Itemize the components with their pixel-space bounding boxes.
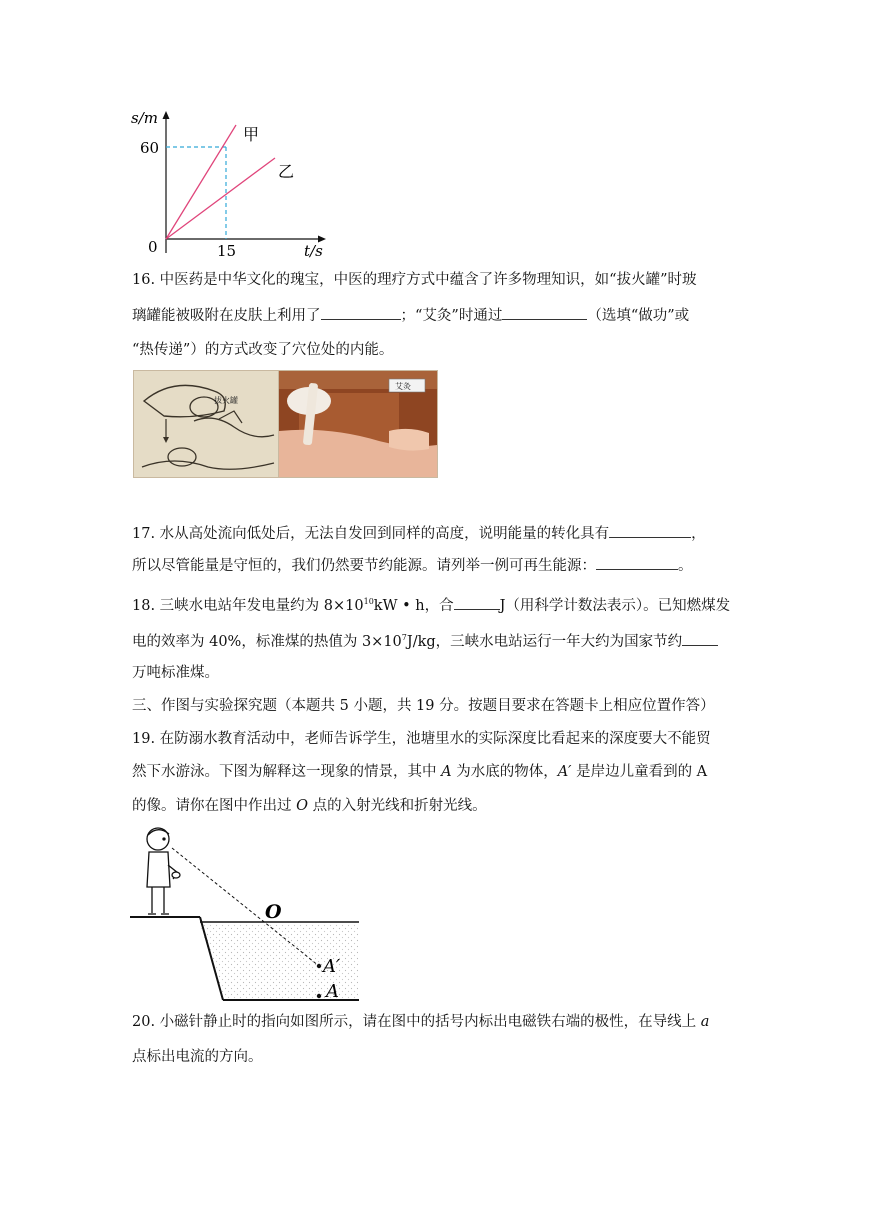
s-t-graph bbox=[128, 105, 343, 265]
q19-line-1: 19. 在防溺水教育活动中，老师告诉学生，池塘里水的实际深度比看起来的深度要大不能贸 bbox=[132, 731, 711, 747]
q17-line-1 bbox=[132, 523, 742, 544]
q17-text-c: 所以尽管能量是守恒的，我们仍然要节约能源。请列举一例可再生能源： bbox=[132, 558, 596, 574]
point-O-label: O bbox=[265, 901, 282, 923]
q16-blank-2[interactable] bbox=[502, 305, 587, 320]
y-axis-arrow bbox=[163, 111, 170, 119]
line-yi bbox=[166, 158, 275, 239]
q18-text-b: kW • h，合 bbox=[373, 597, 454, 614]
child-figure bbox=[147, 828, 180, 914]
q18-blank-2[interactable] bbox=[682, 631, 718, 646]
label-jia: 甲 bbox=[243, 125, 260, 144]
q19-line-3 bbox=[132, 796, 742, 816]
q19-text-b: 为水底的物体， bbox=[451, 764, 558, 780]
q16-line-2 bbox=[132, 305, 742, 326]
cupping-label: 拔火罐 bbox=[214, 396, 238, 405]
q19-var-O: O bbox=[296, 798, 308, 814]
q20-var-a: a bbox=[700, 1014, 710, 1030]
q17-blank-1[interactable] bbox=[609, 523, 691, 538]
origin-label: 0 bbox=[148, 238, 158, 256]
q19-text-e: 点的入射光线和折射光线。 bbox=[308, 798, 487, 814]
q19-text-c: 是岸边儿童看到的 A bbox=[571, 764, 708, 780]
q19-text-d: 的像。请你在图中作出过 bbox=[132, 798, 297, 814]
q18-text-d: 电的效率为 40%，标准煤的热值为 3×10 bbox=[132, 633, 402, 650]
cupping-illustration bbox=[134, 371, 278, 477]
q17-line-2 bbox=[132, 555, 742, 576]
q16-text-c: （选填“做功”或 bbox=[587, 308, 690, 324]
q16-line-1: 16. 中医药是中华文化的瑰宝，中医的理疗方式中蕴含了许多物理知识，如“拔火罐”时玻 bbox=[132, 272, 697, 288]
point-A bbox=[317, 994, 321, 998]
q20-line-2: 点标出电流的方向。 bbox=[132, 1049, 263, 1065]
q18-text-c: J（用科学计数法表示）。已知燃煤发 bbox=[499, 597, 731, 614]
q18-line-2 bbox=[132, 628, 742, 652]
q19-text-a: 然下水游泳。下图为解释这一现象的情景，其中 bbox=[132, 764, 442, 780]
q18-blank-1[interactable] bbox=[454, 595, 500, 610]
label-yi: 乙 bbox=[278, 162, 295, 181]
q18-exp-1: 10 bbox=[363, 597, 374, 606]
moxibustion-label: 艾灸 bbox=[395, 382, 411, 391]
q18-line-1 bbox=[132, 592, 742, 616]
point-A-prime bbox=[317, 964, 321, 968]
q19-var-A-prime: A′ bbox=[557, 764, 572, 780]
q18-text-e: J/kg，三峡水电站运行一年大约为国家节约 bbox=[406, 633, 683, 650]
q17-text-b: ， bbox=[691, 526, 706, 542]
x-tick-15: 15 bbox=[217, 242, 237, 260]
q17-text-a: 17. 水从高处流向低处后，无法自发回到同样的高度，说明能量的转化具有 bbox=[132, 526, 610, 542]
cupping-photo bbox=[133, 370, 279, 478]
moxibustion-illustration bbox=[279, 371, 437, 477]
q20-text-a: 20. 小磁针静止时的指向如图所示，请在图中的括号内标出电磁铁右端的极性，在导线上 bbox=[132, 1014, 701, 1030]
point-A-label: A bbox=[326, 981, 339, 1002]
x-axis-label: t/s bbox=[304, 242, 323, 260]
y-tick-60: 60 bbox=[140, 139, 160, 157]
q16-blank-1[interactable] bbox=[321, 305, 401, 320]
pond-figure bbox=[128, 825, 363, 1005]
q16-text-b: ；“艾灸”时通过 bbox=[400, 308, 503, 324]
q16-text-a: 璃罐能被吸附在皮肤上利用了 bbox=[132, 308, 321, 324]
q19-var-A: A bbox=[441, 764, 452, 780]
point-A-prime-label: A′ bbox=[323, 956, 341, 977]
q20-line-1 bbox=[132, 1012, 742, 1032]
moxibustion-photo bbox=[278, 370, 438, 478]
q18-text-a: 18. 三峡水电站年发电量约为 8×10 bbox=[132, 597, 364, 614]
section-3-heading: 三、作图与实验探究题（本题共 5 小题，共 19 分。按题目要求在答题卡上相应位置作答） bbox=[132, 698, 715, 714]
q16-line-3: “热传递”）的方式改变了穴位处的内能。 bbox=[132, 342, 394, 358]
q19-line-2 bbox=[132, 762, 742, 782]
y-axis-label: s/m bbox=[131, 109, 158, 127]
q17-blank-2[interactable] bbox=[596, 555, 678, 570]
q18-exp-2: 7 bbox=[401, 633, 407, 642]
q18-line-3: 万吨标准煤。 bbox=[132, 665, 219, 681]
q17-text-d: 。 bbox=[678, 558, 693, 574]
